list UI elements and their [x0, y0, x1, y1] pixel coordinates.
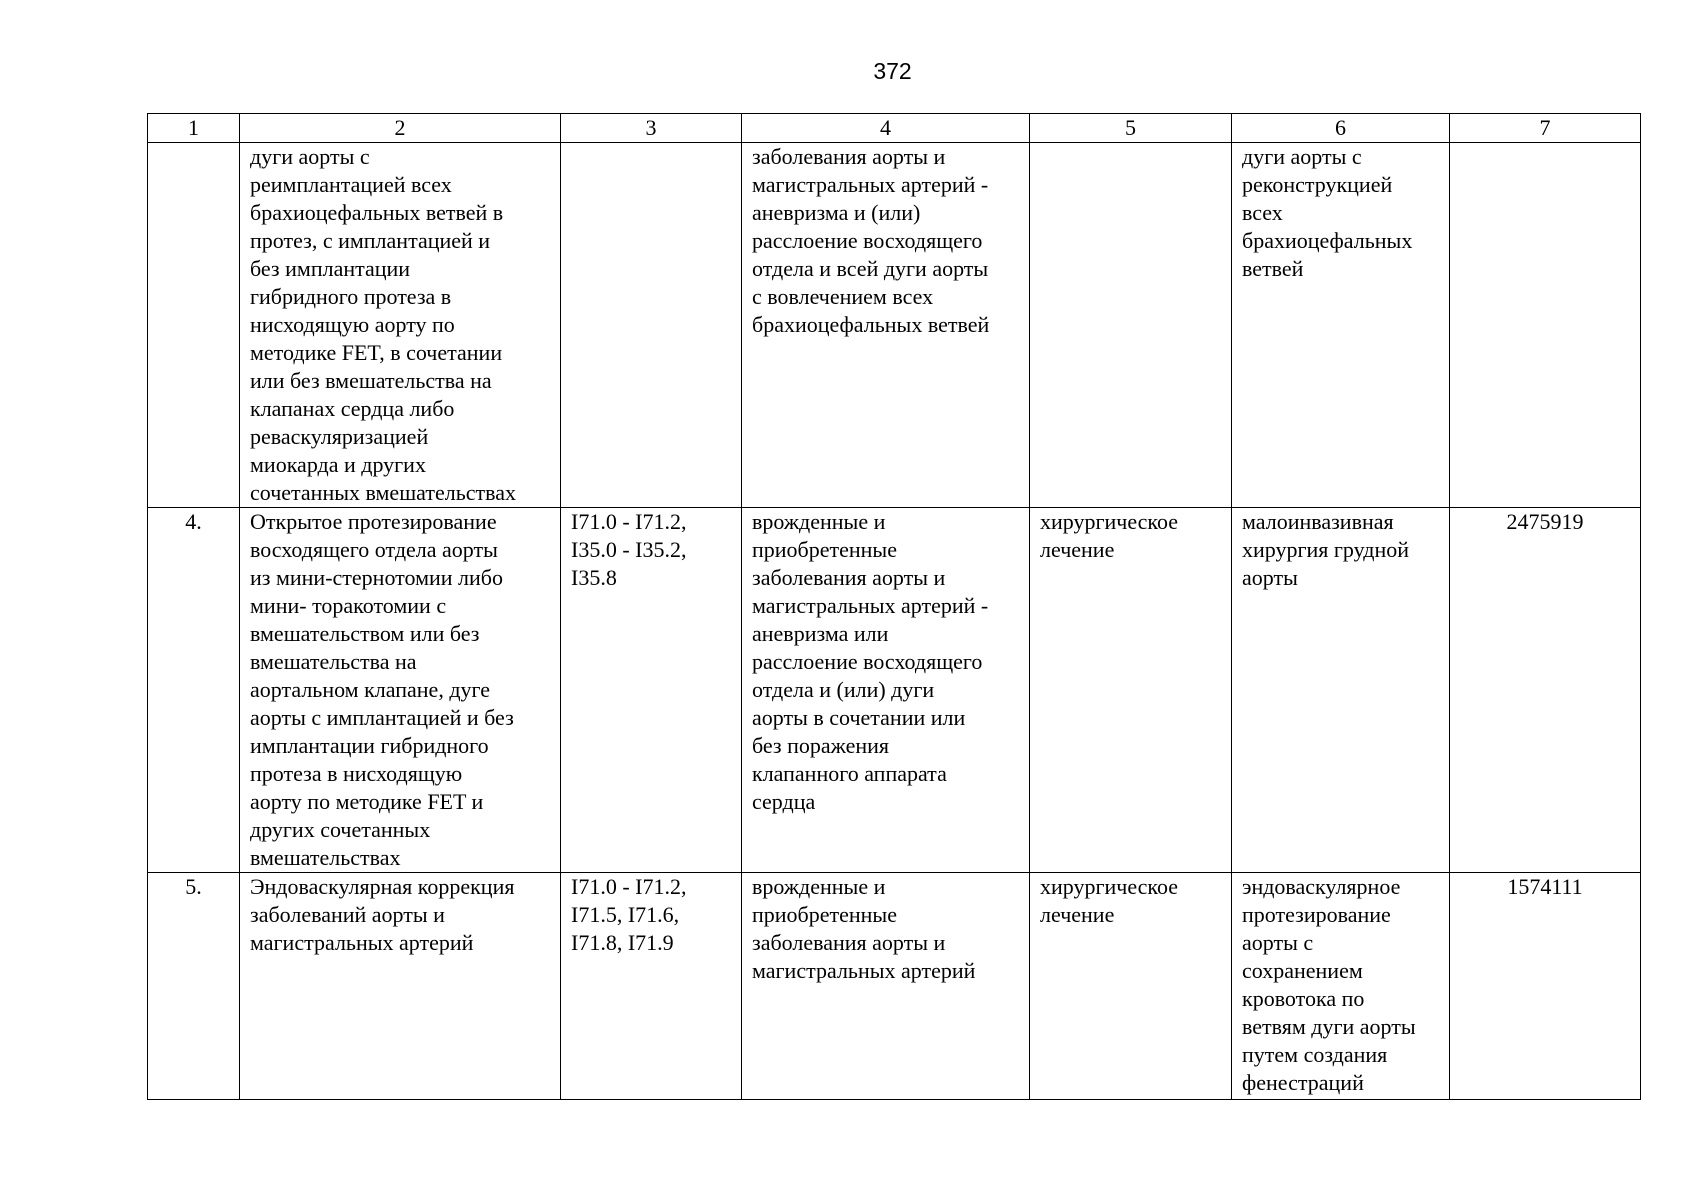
table-row [148, 873, 1641, 1100]
treatment-type-cell: хирургическое лечение [1030, 873, 1232, 1100]
patient-model-cell: заболевания аорты и магистральных артерий - аневризма и (или) расслоение восходящего отдела и всей дуги аорты с вовлечением всех брахиоцефальных ветвей [742, 143, 1030, 508]
patient-model-cell: врожденные и приобретенные заболевания аорты и магистральных артерий [742, 873, 1030, 1100]
medical-care-table [147, 113, 1641, 1100]
table-row [148, 143, 1641, 508]
column-header-2: 2 [240, 114, 561, 143]
page-number: 372 [873, 58, 912, 84]
icd-codes-cell [561, 143, 742, 508]
cost-cell [1450, 143, 1641, 508]
treatment-method-cell: эндоваскулярное протезирование аорты с сохранением кровотока по ветвям дуги аорты путем создания фенестраций [1232, 873, 1450, 1100]
column-header-4: 4 [742, 114, 1030, 143]
cost-cell: 1574111 [1450, 873, 1641, 1100]
intervention-name-cell: Эндоваскулярная коррекция заболеваний аорты и магистральных артерий [240, 873, 561, 1100]
icd-codes-cell: I71.0 - I71.2, I35.0 - I35.2, I35.8 [561, 508, 742, 873]
intervention-name-cell: дуги аорты с реимплантацией всех брахиоцефальных ветвей в протез, с имплантацией и без имплантации гибридного протеза в нисходящую аорту по методике FET, в сочетании или без вмешательства на клапанах сердца либо реваскуляризацией миокарда и других сочетанных вмешательствах [240, 143, 561, 508]
row-number-cell: 4. [148, 508, 240, 873]
icd-codes-cell: I71.0 - I71.2, I71.5, I71.6, I71.8, I71.9 [561, 873, 742, 1100]
column-header-1: 1 [148, 114, 240, 143]
column-header-6: 6 [1232, 114, 1450, 143]
column-header-3: 3 [561, 114, 742, 143]
column-header-5: 5 [1030, 114, 1232, 143]
patient-model-cell: врожденные и приобретенные заболевания аорты и магистральных артерий - аневризма или расслоение восходящего отдела и (или) дуги аорты в сочетании или без поражения клапанного аппарата сердца [742, 508, 1030, 873]
cost-cell: 2475919 [1450, 508, 1641, 873]
treatment-type-cell: хирургическое лечение [1030, 508, 1232, 873]
intervention-name-cell: Открытое протезирование восходящего отдела аорты из мини-стернотомии либо мини- торакотомии с вмешательством или без вмешательства на аортальном клапане, дуге аорты с имплантацией и без имплантации гибридного протеза в нисходящую аорту по методике FET и других сочетанных вмешательствах [240, 508, 561, 873]
column-number-header-row [148, 114, 1641, 143]
treatment-method-cell: дуги аорты с реконструкцией всех брахиоцефальных ветвей [1232, 143, 1450, 508]
column-header-7: 7 [1450, 114, 1641, 143]
treatment-method-cell: малоинвазивная хирургия грудной аорты [1232, 508, 1450, 873]
row-number-cell [148, 143, 240, 508]
table-row [148, 508, 1641, 873]
row-number-cell: 5. [148, 873, 240, 1100]
treatment-type-cell [1030, 143, 1232, 508]
